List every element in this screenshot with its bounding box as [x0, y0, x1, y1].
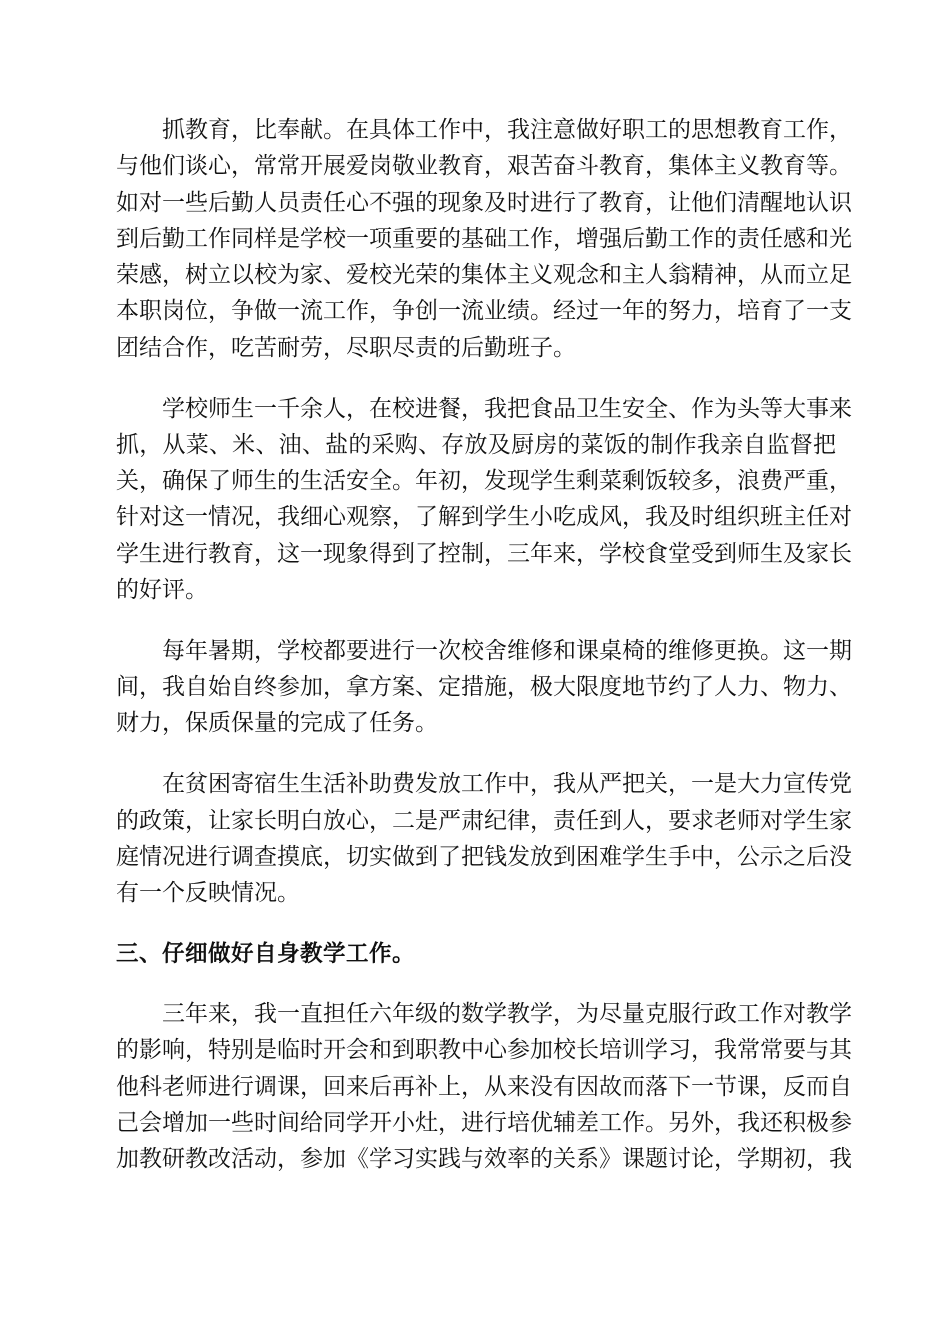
paragraph-staff-education	[116, 112, 852, 366]
paragraph-teaching	[116, 996, 852, 1177]
text-line: 的影响，特别是临时开会和到职教中心参加校长培训学习，我常常要与其	[116, 1037, 852, 1064]
text-line: 学生进行教育，这一现象得到了控制，三年来，学校食堂受到师生及家长	[116, 540, 852, 567]
text-line: 己会增加一些时间给同学开小灶，进行培优辅差工作。另外，我还积极参	[116, 1109, 852, 1136]
text-line: 抓教育，比奉献。在具体工作中，我注意做好职工的思想教育工作，	[162, 117, 852, 143]
text-line: 加教研教改活动，参加《学习实践与效率的关系》课题讨论，学期初，我	[116, 1146, 852, 1173]
text-line: 学校师生一千余人，在校进餐，我把食品卫生安全、作为头等大事来	[162, 395, 852, 422]
paragraph-subsidy	[116, 766, 852, 911]
text-line: 如对一些后勤人员责任心不强的现象及时进行了教育，让他们清醒地认识	[116, 189, 852, 216]
text-line: 抓，从菜、米、油、盐的采购、存放及厨房的菜饭的制作我亲自监督把	[116, 431, 836, 458]
text-line: 间，我自始自终参加，拿方案、定措施，极大限度地节约了人力、物力、	[116, 674, 852, 701]
text-line: 本职岗位，争做一流工作，争创一流业绩。经过一年的努力，培育了一支	[116, 298, 852, 325]
text-line: 针对这一情况，我细心观察，了解到学生小吃成风，我及时组织班主任对	[116, 504, 852, 531]
section-heading: 三、仔细做好自身教学工作。	[116, 940, 416, 967]
text-line: 的政策，让家长明白放心，二是严肃纪律，责任到人，要求老师对学生家	[116, 807, 852, 834]
text-line: 有一个反映情况。	[116, 880, 300, 907]
text-line: 三年来，我一直担任六年级的数学教学，为尽量克服行政工作对教学	[162, 1000, 852, 1027]
text-line: 到后勤工作同样是学校一项重要的基础工作，增强后勤工作的责任感和光	[116, 225, 852, 252]
text-line: 的好评。	[116, 577, 208, 604]
text-line: 庭情况进行调查摸底，切实做到了把钱发放到困难学生手中，公示之后没	[116, 843, 852, 870]
text-line: 财力，保质保量的完成了任务。	[116, 710, 438, 737]
text-line: 在贫困寄宿生生活补助费发放工作中，我从严把关，一是大力宣传党	[162, 771, 852, 798]
paragraph-food-safety	[116, 391, 852, 609]
text-line: 关，确保了师生的生活安全。年初，发现学生剩菜剩饭较多，浪费严重，	[116, 468, 852, 495]
text-line: 每年暑期，学校都要进行一次校舍维修和课桌椅的维修更换。这一期	[162, 637, 852, 664]
text-line: 团结合作，吃苦耐劳，尽职尽责的后勤班子。	[116, 334, 576, 361]
text-line: 荣感，树立以校为家、爱校光荣的集体主义观念和主人翁精神，从而立足	[116, 262, 852, 289]
text-line: 与他们谈心，常常开展爱岗敬业教育，艰苦奋斗教育，集体主义教育等。	[116, 153, 852, 180]
document-body	[116, 112, 852, 1202]
text-line: 他科老师进行调课，回来后再补上，从来没有因故而落下一节课，反而自	[116, 1073, 852, 1100]
paragraph-summer-repair	[116, 633, 852, 742]
